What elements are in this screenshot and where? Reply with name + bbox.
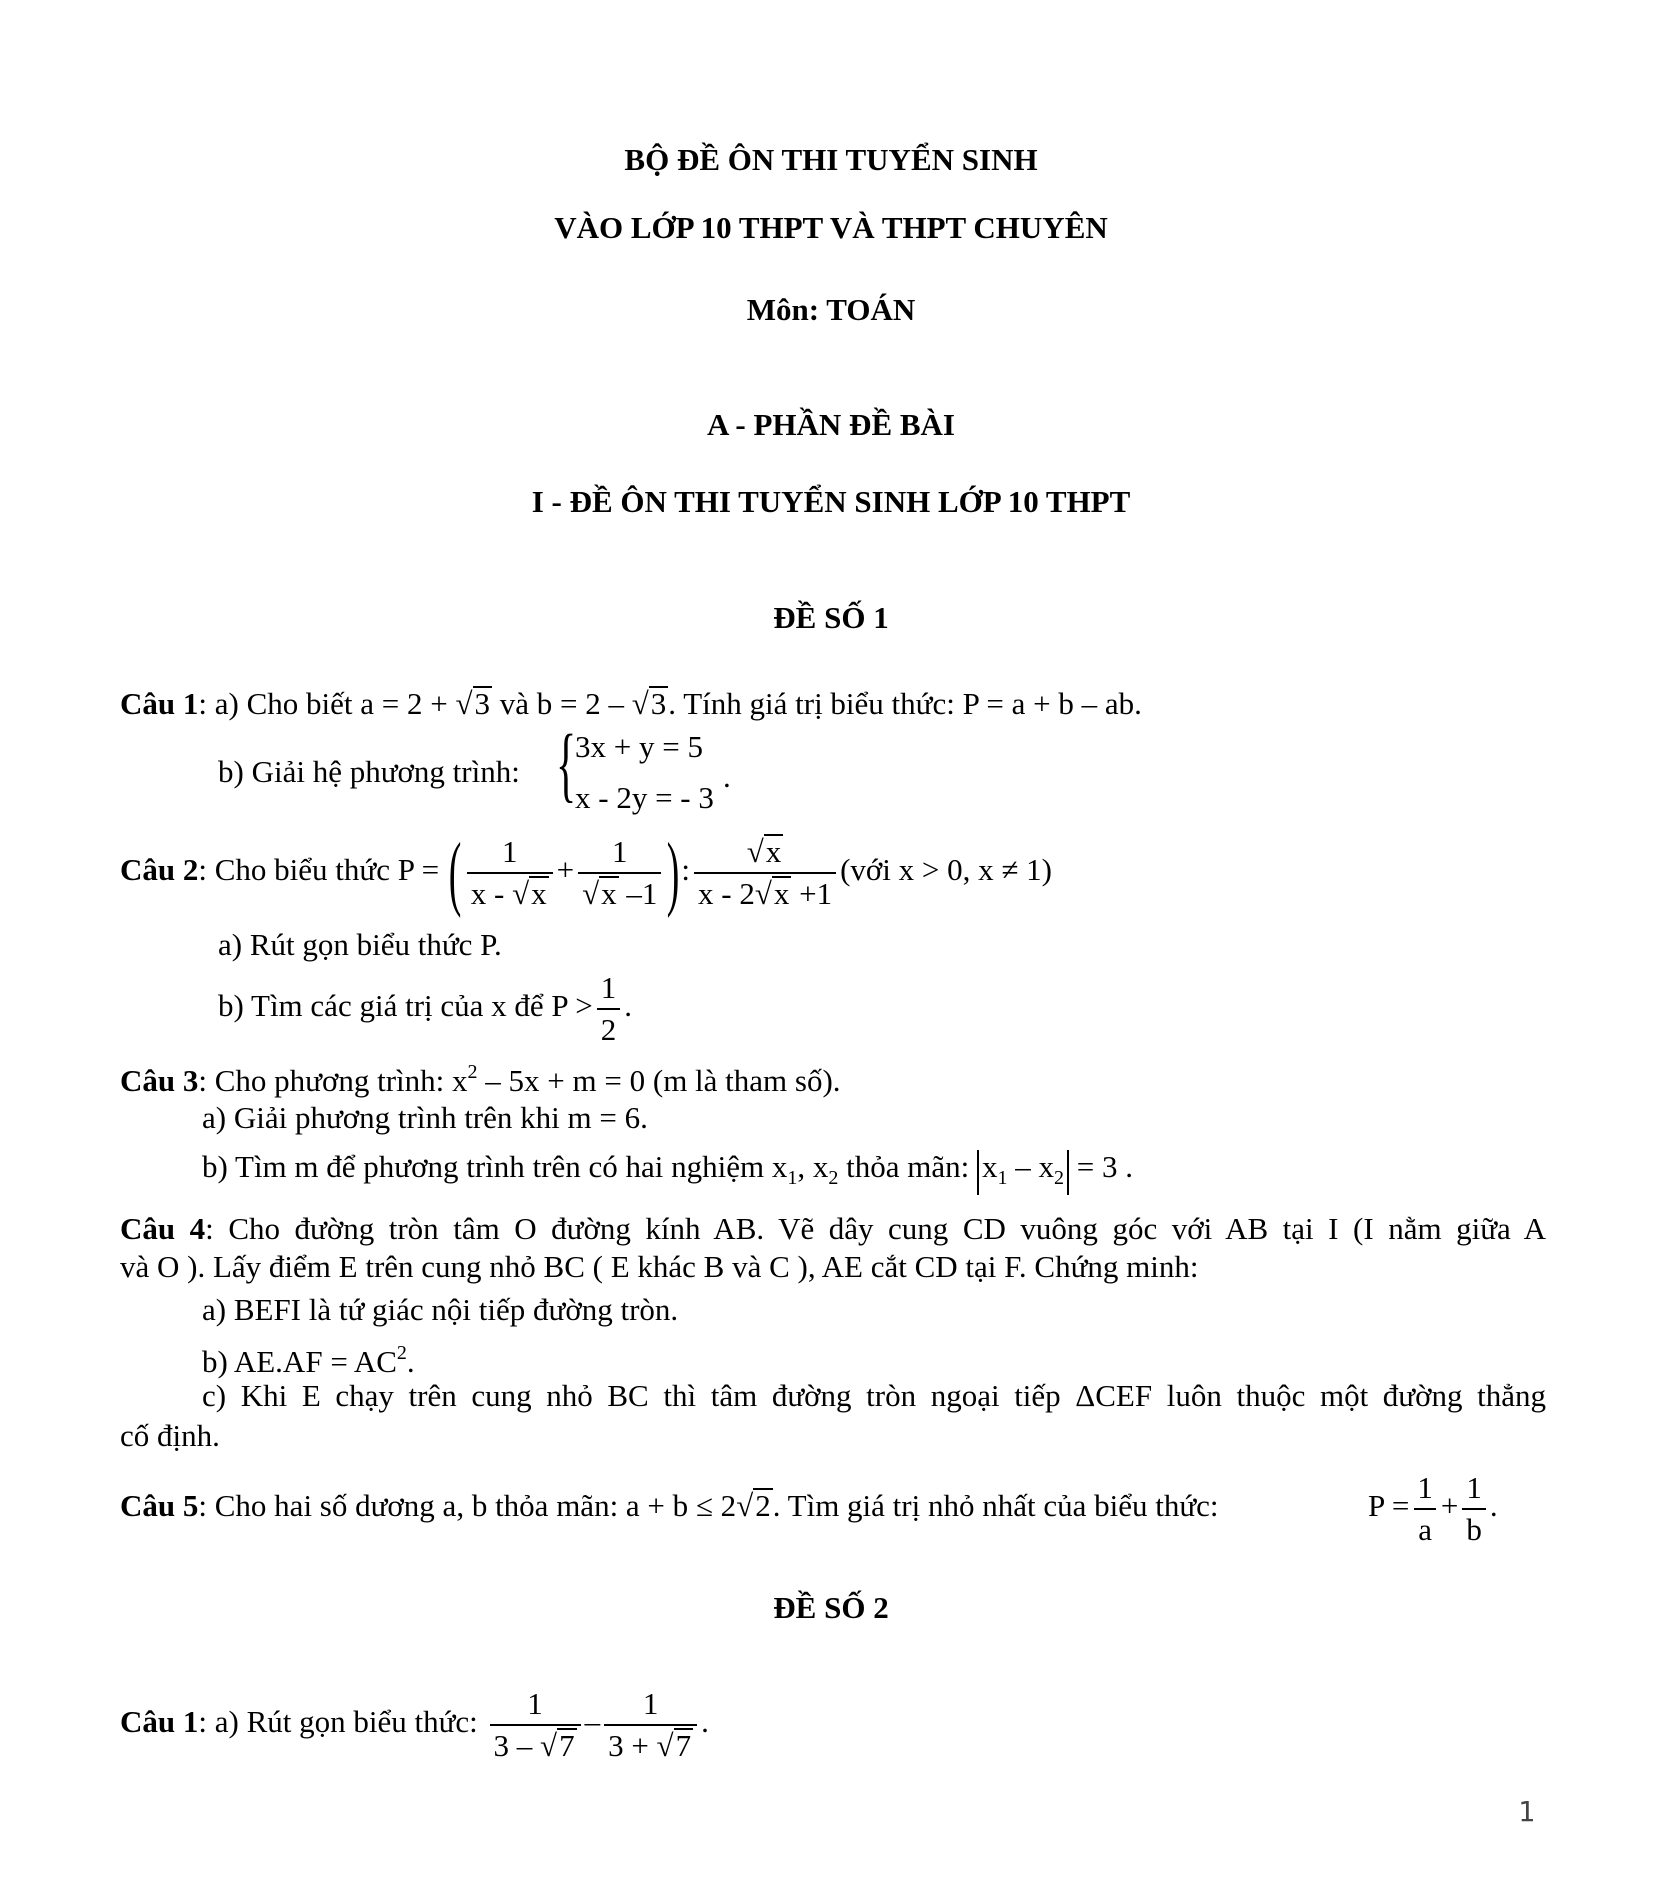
exam1-question-4b: b) $AE.AF = AC^2$. [202,1342,415,1379]
exam-2-title: ĐỀ SỐ 2 [773,1590,889,1625]
fraction: $\frac{√x}{x - 2√x +1}$ [694,832,836,914]
sqrt-expression: √3 [455,686,490,721]
question-label: Câu 2 [120,852,199,887]
part-title: A - PHẦN ĐỀ BÀI [706,407,955,442]
left-paren: ( [448,825,462,919]
exam1-question-5-expression: P = $\frac{1}{a}$ + $\frac{1}{b}$ . [1368,1466,1498,1550]
fraction: $\frac{1}{3 + √7}$ [604,1684,697,1766]
sqrt-expression: √2 [736,1488,771,1523]
subject-line: Môn: TOÁN [746,292,916,327]
exam1-question-2b: b) Tìm các giá trị của x để P > $\frac{1}{2}$ . [218,966,632,1050]
exam1-question-3b: b) Tìm m để phương trình trên có hai nghiệm $x_1$, $x_2$ thỏa mãn: $x_1 - x_2 = 3$ . [202,1147,1133,1198]
fraction: $\frac{1}{x - √x}$ [467,832,553,914]
question-label: Câu 1 [120,1704,199,1739]
section-title: I - ĐỀ ÔN THI TUYỂN SINH LỚP 10 THPT [531,484,1131,519]
question-label: Câu 4 [120,1211,206,1246]
period: . [723,759,731,794]
fraction: $\frac{1}{a}$ [1413,1468,1437,1550]
header-line-1: BỘ ĐỀ ÔN THI TUYỂN SINH [624,142,1038,177]
exam1-question-3a: a) Giải phương trình trên khi m = 6. [202,1100,648,1135]
system-equation-1: 3x + y = 5 [575,729,703,764]
exam1-question-4-line-2: và O ). Lấy điểm E trên cung nhỏ BC ( E khác B và C ), AE cắt CD tại F. Chứng minh: [120,1249,1199,1284]
exam1-question-1a: Câu 1: a) Cho biết a = 2 + √3 và b = 2 – √3. Tính giá trị biểu thức: P = a + b – ab. [120,684,1142,724]
exam1-question-1b: b) Giải hệ phương trình: [218,754,520,789]
question-label: Câu 3 [120,1063,199,1098]
system-equation-2: x - 2y = - 3 [575,780,714,815]
system-brace: { [556,718,577,811]
question-label: Câu 5 [120,1488,199,1523]
fraction: $\frac{1}{2}$ [597,968,621,1050]
exam1-question-3: Câu 3: Cho phương trình: $x^2 - 5x + m = 0$ (m là tham số). [120,1061,841,1098]
sqrt-expression: √3 [631,686,667,721]
question-label: Câu 1 [120,686,199,721]
exam1-question-5: Câu 5: Cho hai số dương a, b thỏa mãn: a + b ≤ 2√2. Tìm giá trị nhỏ nhất của biểu thức: [120,1486,1219,1526]
exam-1-title: ĐỀ SỐ 1 [773,600,889,635]
absolute-value: $x_1 - x_2$ [977,1150,1069,1195]
exam1-question-4-line-1: Câu 4: Cho đường tròn tâm O đường kính AB. Vẽ dây cung CD vuông góc với AB tại I (I nằm giữa A [120,1211,1546,1246]
exam2-question-1a: Câu 1: a) Rút gọn biểu thức: $\frac{1}{3 - √7}$ – $\frac{1}{3 + √7}$ . [120,1680,709,1766]
exam1-question-4a: a) BEFI là tứ giác nội tiếp đường tròn. [202,1292,679,1327]
right-paren: ) [667,825,680,919]
exam1-question-4c-line-1: c) Khi E chạy trên cung nhỏ BC thì tâm đường tròn ngoại tiếp ΔCEF luôn thuộc một đường thẳng [202,1378,1546,1413]
exam1-question-2a: a) Rút gọn biểu thức P. [218,927,502,962]
exam1-question-4c-line-2: cố định. [120,1418,220,1453]
exam1-question-2: Câu 2: Cho biểu thức P = ( $\frac{1}{x - √x}$ + $\frac{1}{√x -1}$ ): $\frac{√x}{x - 2√x +1}$ (với x > 0, x ≠ 1) [120,825,1052,919]
fraction: $\frac{1}{√x -1}$ [578,832,661,914]
fraction: $\frac{1}{3 - √7}$ [490,1684,581,1766]
page-number: 1 [1518,1795,1535,1828]
header-line-2: VÀO LỚP 10 THPT VÀ THPT CHUYÊN [554,210,1108,245]
fraction: $\frac{1}{b}$ [1462,1468,1486,1550]
